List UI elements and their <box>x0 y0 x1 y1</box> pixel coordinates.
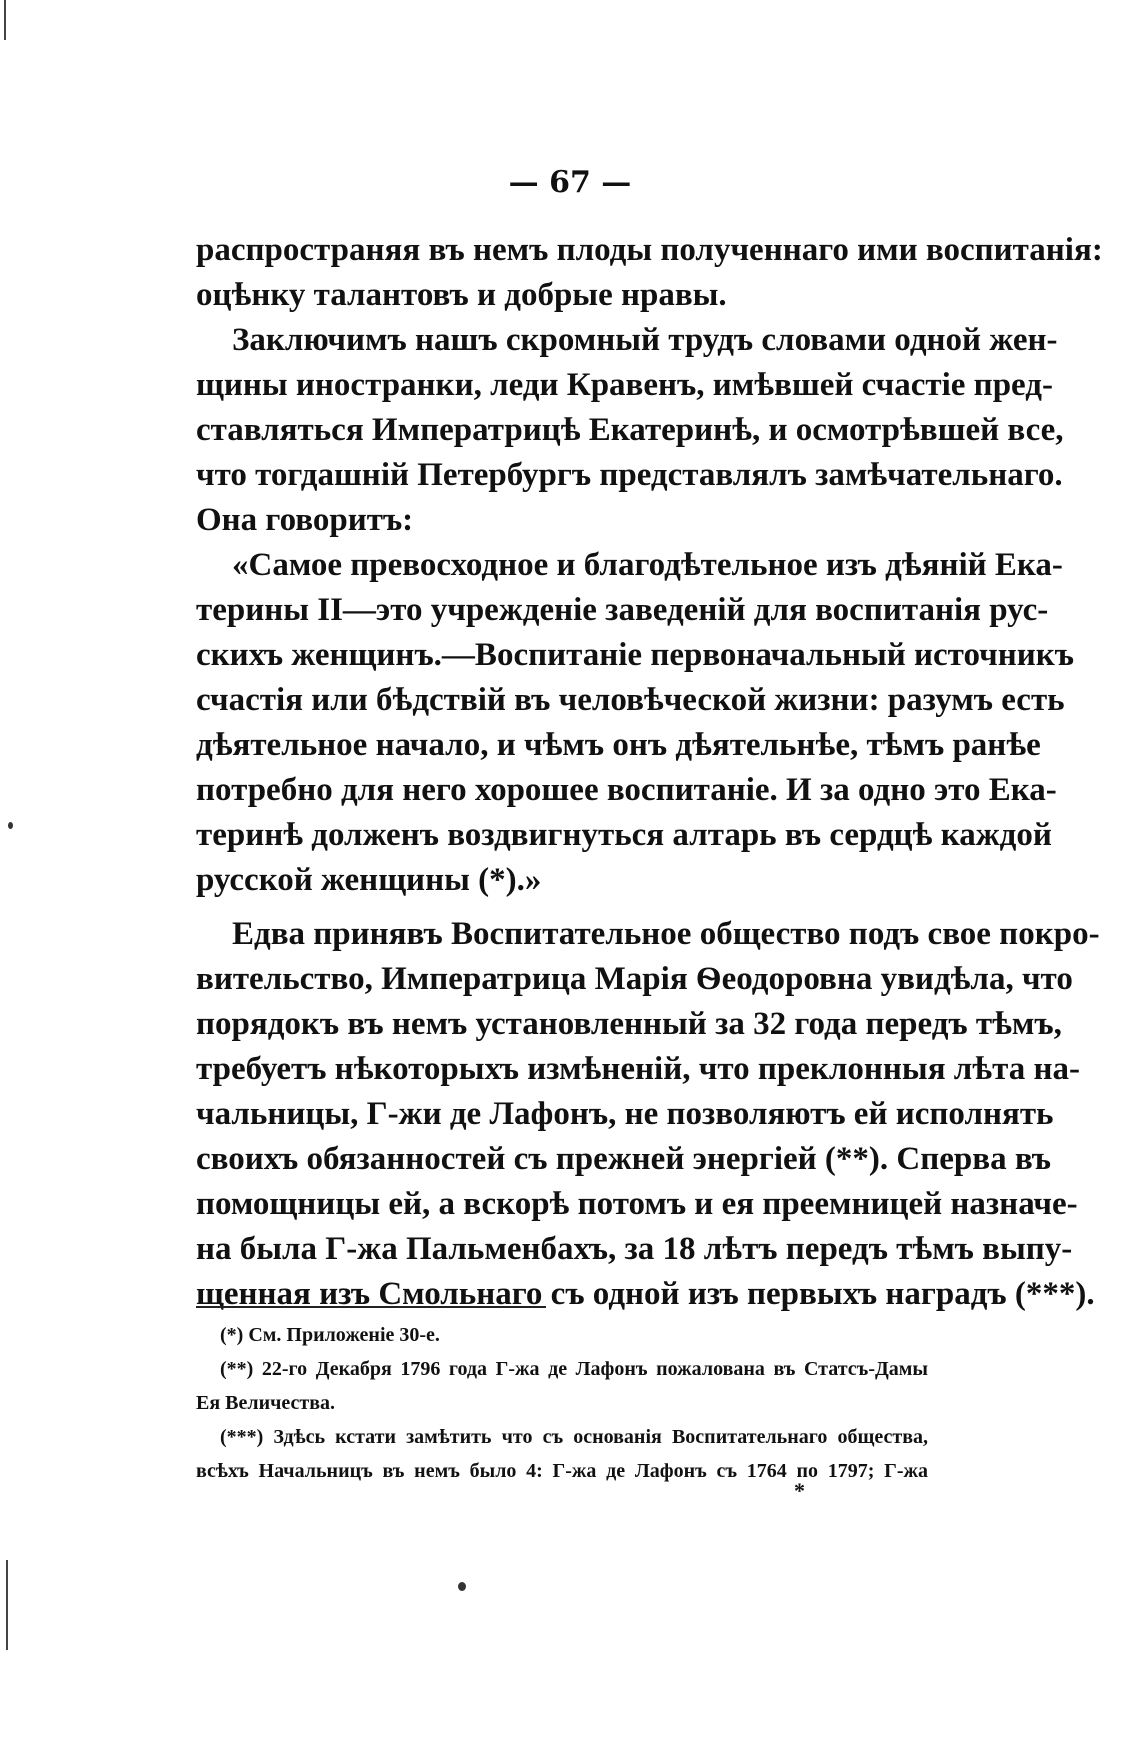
signature-mark: * <box>794 1478 805 1503</box>
scan-speck <box>458 1582 466 1591</box>
text-line: Она говоритъ: <box>196 502 414 538</box>
quote-line: русской женщины (*).» <box>196 862 542 898</box>
text-line: помощницы ей, а вскорѣ потомъ и ея преемницей назначе- <box>196 1186 1078 1222</box>
text-line: что тогдашній Петербургъ представлялъ замѣчательнаго. <box>196 457 1063 493</box>
text-line: на была Г-жа Пальменбахъ, за 18 лѣтъ передъ тѣмъ выпу- <box>196 1231 1073 1267</box>
footnote-divider <box>196 1306 546 1308</box>
quote-line: скихъ женщинъ.—Воспитаніе первоначальный источникъ <box>196 637 1074 673</box>
footnote-line: (***) Здѣсь кстати замѣтить что съ основанія Воспитательнаго общества, <box>220 1426 928 1448</box>
text-line: щины иностранки, леди Кравенъ, имѣвшей счастіе пред- <box>196 367 1053 403</box>
text-line: ставляться Императрицѣ Екатеринѣ, и осмотрѣвшей все, <box>196 412 1064 448</box>
quote-line: «Самое превосходное и благодѣтельное изъ дѣяній Ека- <box>232 547 1063 583</box>
text-line: щенная изъ Смольнаго съ одной изъ первыхъ наградъ (***). <box>196 1276 1095 1312</box>
footnote-line: всѣхъ Начальницъ въ немъ было 4: Г-жа де Лафонъ съ 1764 по 1797; Г-жа <box>196 1460 928 1482</box>
quote-line: потребно для него хорошее воспитаніе. И за одно это Ека- <box>196 772 1057 808</box>
footnotes <box>196 1318 928 1488</box>
text-line: вительство, Императрица Марія Ѳеодоровна увидѣла, что <box>196 961 1073 997</box>
footnote-line: (*) См. Приложеніе 30-е. <box>220 1324 440 1346</box>
quote-line: теринѣ долженъ воздвигнуться алтарь въ сердцѣ каждой <box>196 817 1052 853</box>
scan-speck <box>8 822 13 829</box>
main-text-bottom <box>196 912 1100 1317</box>
quote-line: терины II—это учрежденіе заведеній для воспитанія рус- <box>196 592 1049 628</box>
quote-line: счастія или бѣдствій въ человѣческой жизни: разумъ есть <box>196 682 1065 718</box>
scan-edge-mark-top <box>4 0 6 40</box>
text-line: своихъ обязанностей съ прежней энергіей (**). Сперва въ <box>196 1141 1052 1177</box>
text-line: распространяя въ немъ плоды полученнаго ими воспитанія: <box>196 232 1103 268</box>
scan-edge-mark-bottom <box>6 1560 8 1650</box>
text-line: Заключимъ нашъ скромный трудъ словами одной жен- <box>232 322 1058 358</box>
text-line: требуетъ нѣкоторыхъ измѣненій, что преклонныя лѣта на- <box>196 1051 1080 1087</box>
text-line: порядокъ въ немъ установленный за 32 года передъ тѣмъ, <box>196 1006 1062 1042</box>
page-number: — 67 — <box>508 165 632 200</box>
text-line: чальницы, Г-жи де Лафонъ, не позволяютъ ей исполнять <box>196 1096 1054 1132</box>
text-line: оцѣнку талантовъ и добрые нравы. <box>196 277 727 313</box>
main-text-top <box>196 228 1103 903</box>
footnote-line: Ея Величества. <box>196 1392 336 1414</box>
text-line: Едва принявъ Воспитательное общество подъ свое покро- <box>232 916 1100 952</box>
quote-line: дѣятельное начало, и чѣмъ онъ дѣятельнѣе, тѣмъ ранѣе <box>196 727 1041 763</box>
footnote-line: (**) 22-го Декабря 1796 года Г-жа де Лафонъ пожалована въ Статсъ-Дамы <box>220 1358 928 1380</box>
